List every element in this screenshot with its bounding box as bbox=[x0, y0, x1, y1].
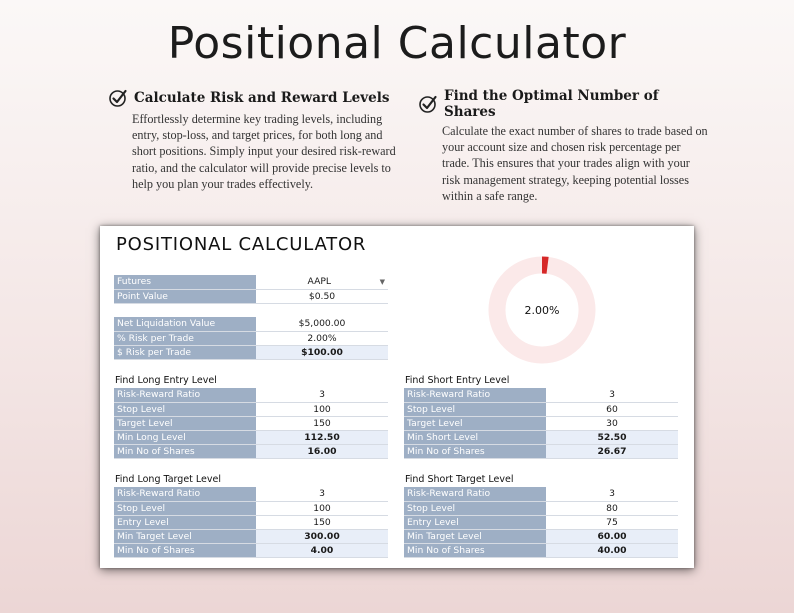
target-level-input[interactable]: 30 bbox=[546, 416, 678, 430]
feature-risk-reward bbox=[108, 88, 408, 192]
long-entry-table bbox=[114, 388, 388, 459]
table-row bbox=[114, 487, 388, 501]
row-label: Stop Level bbox=[404, 402, 546, 416]
table-row bbox=[114, 431, 388, 445]
table-row bbox=[114, 530, 388, 544]
table-row bbox=[114, 317, 388, 331]
feature-title: Calculate Risk and Reward Levels bbox=[134, 90, 390, 106]
risk-reward-input[interactable]: 3 bbox=[546, 388, 678, 402]
table-row bbox=[404, 388, 678, 402]
feature-title: Find the Optimal Number of Shares bbox=[444, 88, 659, 120]
table-row bbox=[404, 402, 678, 416]
min-target-level-value: 60.00 bbox=[546, 530, 678, 544]
row-label: Risk-Reward Ratio bbox=[404, 388, 546, 402]
point-value-label: Point Value bbox=[114, 289, 256, 303]
row-label: Entry Level bbox=[404, 515, 546, 529]
risk-reward-input[interactable]: 3 bbox=[256, 487, 388, 501]
table-row bbox=[404, 515, 678, 529]
table-row bbox=[114, 416, 388, 430]
dropdown-arrow-icon[interactable]: ▼ bbox=[379, 278, 385, 287]
nlv-input[interactable]: $5,000.00 bbox=[256, 317, 388, 331]
row-label: Min Short Level bbox=[404, 431, 546, 445]
feature-description: Calculate the exact number of shares to trade based on your account size and chosen risk percentage per trade. This ensures that your trades align with your risk management strategy, keeping potential losses within a safe range. bbox=[442, 124, 708, 203]
risk-pct-input[interactable]: 2.00% bbox=[256, 331, 388, 345]
min-short-level-value: 52.50 bbox=[546, 431, 678, 445]
row-label: Risk-Reward Ratio bbox=[404, 487, 546, 501]
min-shares-value: 16.00 bbox=[256, 445, 388, 459]
stop-level-input[interactable]: 60 bbox=[546, 402, 678, 416]
long-target-table bbox=[114, 487, 388, 558]
table-row bbox=[114, 289, 388, 303]
long-entry-title: Find Long Entry Level bbox=[115, 375, 217, 386]
risk-reward-input[interactable]: 3 bbox=[256, 388, 388, 402]
table-row bbox=[114, 388, 388, 402]
table-row bbox=[114, 275, 388, 289]
short-entry-title: Find Short Entry Level bbox=[405, 375, 510, 386]
risk-usd-value: $100.00 bbox=[256, 345, 388, 359]
row-label: Stop Level bbox=[114, 402, 256, 416]
futures-select[interactable] bbox=[256, 275, 388, 289]
row-label: Min No of Shares bbox=[404, 544, 546, 558]
table-row bbox=[404, 445, 678, 459]
short-target-table bbox=[404, 487, 678, 558]
account-table bbox=[114, 317, 388, 360]
table-row bbox=[114, 501, 388, 515]
table-row bbox=[114, 402, 388, 416]
spreadsheet-panel bbox=[100, 226, 694, 568]
min-shares-value: 4.00 bbox=[256, 544, 388, 558]
row-label: Target Level bbox=[114, 416, 256, 430]
table-row bbox=[404, 431, 678, 445]
table-row bbox=[404, 530, 678, 544]
table-row bbox=[404, 416, 678, 430]
nlv-label: Net Liquidation Value bbox=[114, 317, 256, 331]
table-row bbox=[404, 487, 678, 501]
row-label: Min No of Shares bbox=[114, 445, 256, 459]
risk-reward-input[interactable]: 3 bbox=[546, 487, 678, 501]
page-title: Positional Calculator bbox=[167, 18, 627, 69]
risk-pct-label: % Risk per Trade bbox=[114, 331, 256, 345]
risk-usd-label: $ Risk per Trade bbox=[114, 345, 256, 359]
row-label: Min Target Level bbox=[404, 530, 546, 544]
min-shares-value: 26.67 bbox=[546, 445, 678, 459]
checkmark-circle-icon bbox=[108, 88, 128, 108]
row-label: Stop Level bbox=[404, 501, 546, 515]
row-label: Risk-Reward Ratio bbox=[114, 487, 256, 501]
point-value-cell[interactable]: $0.50 bbox=[256, 289, 388, 303]
short-target-title: Find Short Target Level bbox=[405, 474, 514, 485]
entry-level-input[interactable]: 150 bbox=[256, 515, 388, 529]
target-level-input[interactable]: 150 bbox=[256, 416, 388, 430]
row-label: Min Long Level bbox=[114, 431, 256, 445]
table-row bbox=[114, 544, 388, 558]
stop-level-input[interactable]: 100 bbox=[256, 501, 388, 515]
table-row bbox=[404, 544, 678, 558]
feature-description: Effortlessly determine key trading levels, including entry, stop-loss, and target prices, for both long and short positions. Simply input your desired risk-reward ratio, and the calculator will provide precise levels to help you plan your trades effectively. bbox=[132, 112, 396, 191]
checkmark-circle-icon bbox=[418, 94, 438, 114]
row-label: Min No of Shares bbox=[404, 445, 546, 459]
table-row bbox=[404, 501, 678, 515]
row-label: Min Target Level bbox=[114, 530, 256, 544]
instrument-table bbox=[114, 275, 388, 304]
table-row bbox=[114, 445, 388, 459]
min-shares-value: 40.00 bbox=[546, 544, 678, 558]
row-label: Risk-Reward Ratio bbox=[114, 388, 256, 402]
short-entry-table bbox=[404, 388, 678, 459]
gauge-label: 2.00% bbox=[524, 303, 560, 317]
min-target-level-value: 300.00 bbox=[256, 530, 388, 544]
stop-level-input[interactable]: 100 bbox=[256, 402, 388, 416]
row-label: Target Level bbox=[404, 416, 546, 430]
long-target-title: Find Long Target Level bbox=[115, 474, 221, 485]
feature-optimal-shares bbox=[418, 88, 708, 204]
row-label: Entry Level bbox=[114, 515, 256, 529]
table-row bbox=[114, 515, 388, 529]
entry-level-input[interactable]: 75 bbox=[546, 515, 678, 529]
row-label: Min No of Shares bbox=[114, 544, 256, 558]
table-row bbox=[114, 331, 388, 345]
min-long-level-value: 112.50 bbox=[256, 431, 388, 445]
futures-label: Futures bbox=[114, 275, 256, 289]
futures-value: AAPL bbox=[307, 276, 332, 288]
sheet-title: POSITIONAL CALCULATOR bbox=[116, 234, 367, 255]
stop-level-input[interactable]: 80 bbox=[546, 501, 678, 515]
table-row bbox=[114, 345, 388, 359]
row-label: Stop Level bbox=[114, 501, 256, 515]
